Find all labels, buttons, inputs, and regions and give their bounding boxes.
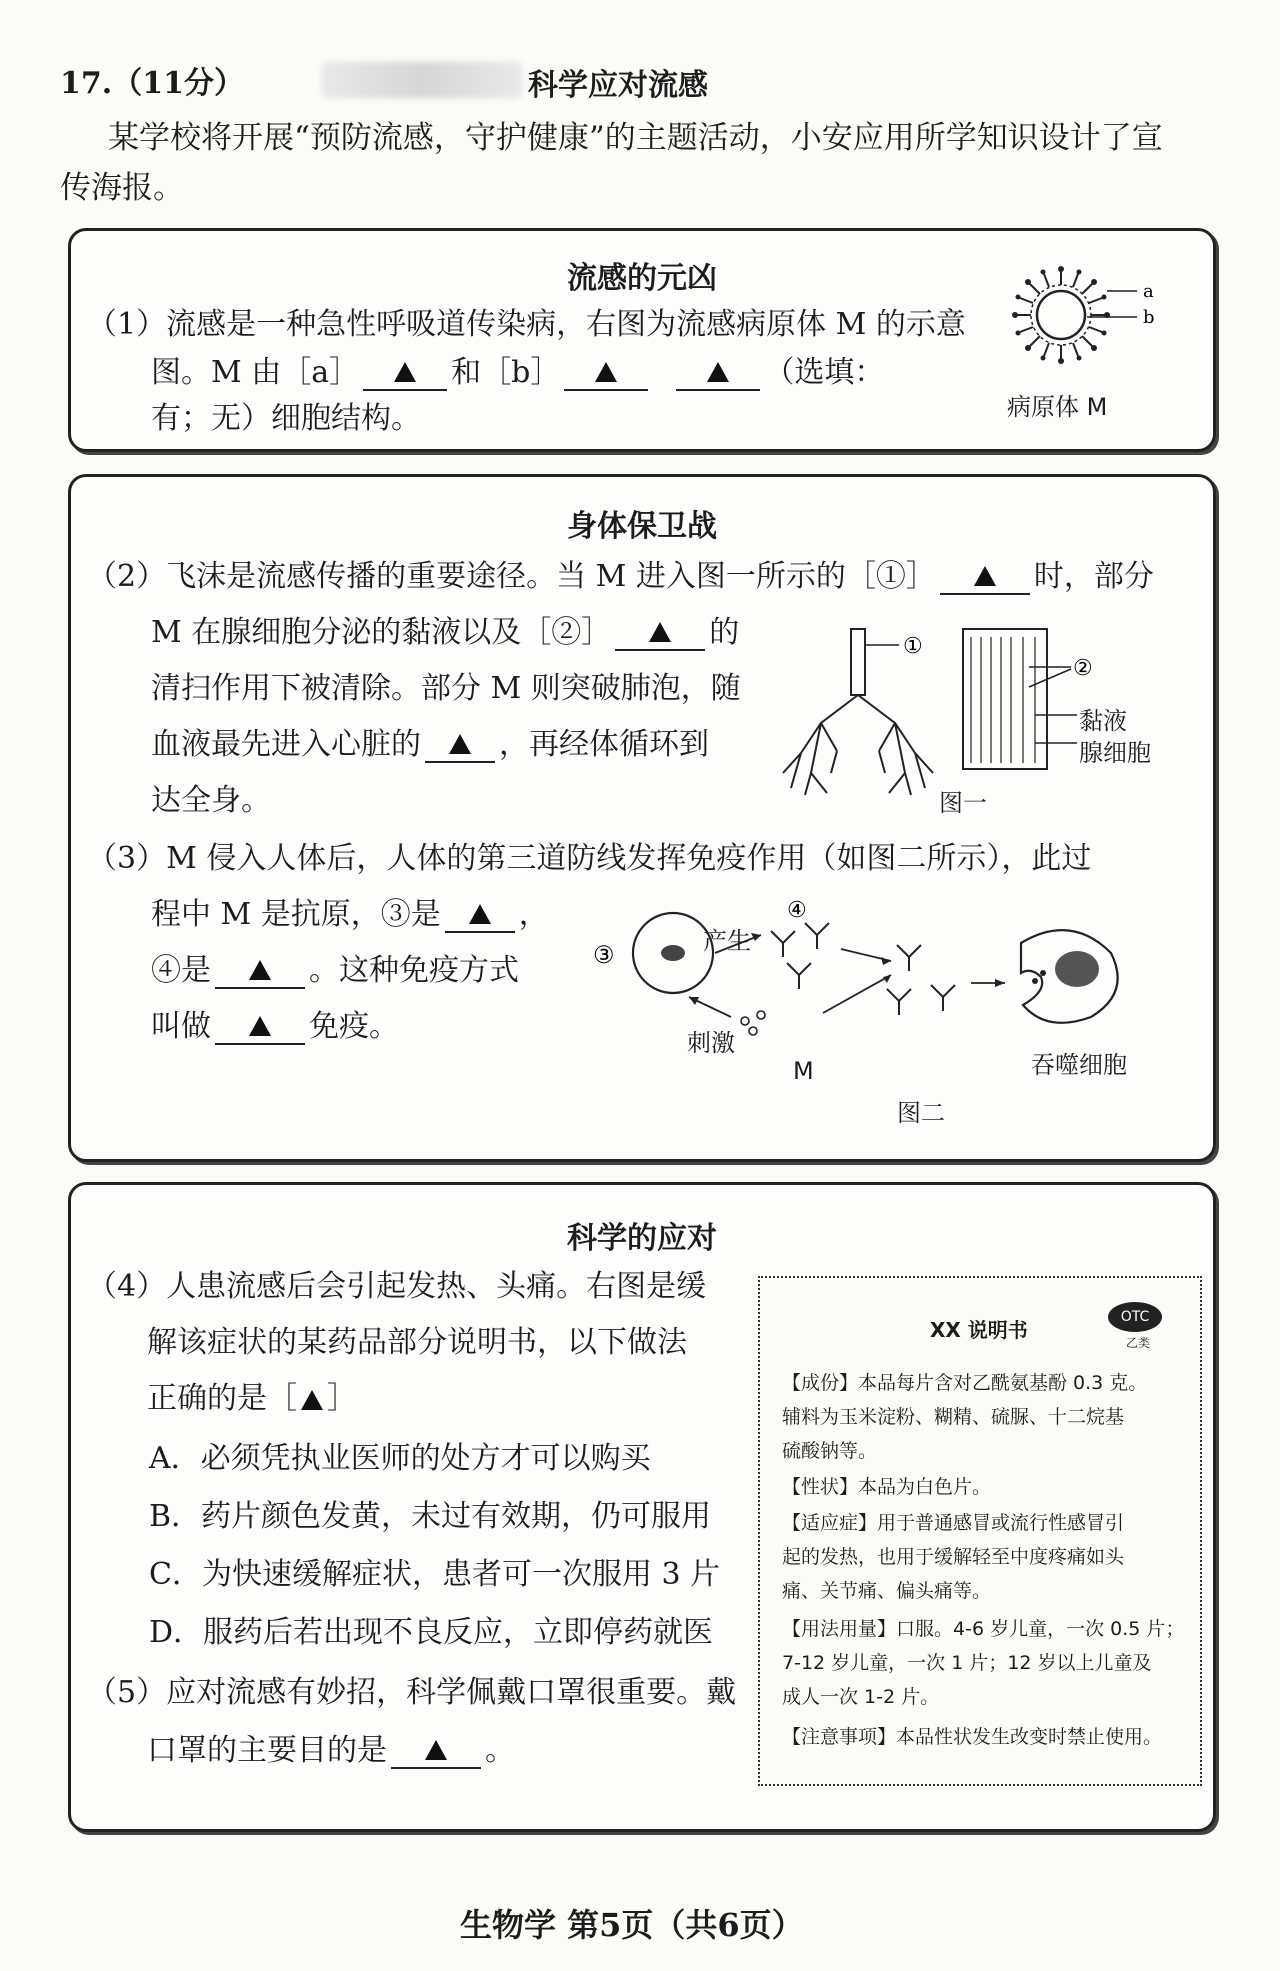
q3-text-3a: ④是 [151,953,211,988]
fig1-gland-label: 腺细胞 [1079,739,1151,767]
leaflet-line-5: 【适应症】用于普通感冒或流行性感冒引 [782,1512,1125,1534]
q2-text-1a: （2）飞沫是流感传播的重要途径。当 M 进入图一所示的［①］ [87,559,936,594]
q4-text-3b: ］ [327,1381,357,1416]
blank-marker-icon [394,362,416,382]
intro-line-1: 某学校将开展“预防流感，守护健康”的主题活动，小安应用所学知识设计了宣 [108,120,1163,156]
respiratory-figure [771,623,1191,803]
fig2-stimulate-label: 刺激 [687,1029,735,1057]
fig2-m-label: M [793,1057,814,1085]
leaflet-line-11: 【注意事项】本品性状发生改变时禁止使用。 [782,1726,1163,1748]
blank-2a[interactable] [940,557,1030,595]
q3-text-2b: ， [518,897,549,932]
blank-marker-icon [249,1016,271,1036]
q5-text-2a: 口罩的主要目的是 [147,1733,387,1768]
leaflet-line-9: 7-12 岁儿童，一次 1 片；12 岁以上儿童及 [782,1652,1152,1674]
blank-2c[interactable] [425,725,495,763]
section-defense [68,474,1216,1162]
blank-marker-icon[interactable] [301,1390,323,1410]
q2-line-5: 达全身。 [151,783,271,818]
fig2-phagocyte-label: 吞噬细胞 [1031,1051,1127,1079]
section-title-culprit: 流感的元凶 [567,261,717,296]
immune-figure [591,893,1211,1043]
q4-line-2: 解该症状的某药品部分说明书，以下做法 [147,1325,687,1360]
q3-text-4a: 叫做 [151,1009,211,1044]
q1-line-3: 有；无）细胞结构。 [151,401,421,436]
blank-marker-icon [249,960,271,980]
q3-line-1: （3）M 侵入人体后，人体的第三道防线发挥免疫作用（如图二所示），此过 [87,841,1092,876]
fig1-mucus-label: 黏液 [1079,707,1127,735]
fig2-label-3: ③ [593,941,615,969]
q1-line-1: （1）流感是一种急性呼吸道传染病，右图为流感病原体 M 的示意 [87,307,966,342]
q3-text-4b: 免疫。 [309,1009,399,1044]
blank-3a[interactable] [445,895,515,933]
q3-line-2 [151,897,549,935]
virus-m-figure [1001,257,1171,377]
leaflet-line-4: 【性状】本品为白色片。 [782,1476,992,1498]
leaflet-line-2: 辅料为玉米淀粉、糊精、硫脲、十二烷基 [782,1406,1125,1428]
blank-marker-icon [707,362,729,382]
q3-text-2a: 程中 M 是抗原，③是 [151,897,441,932]
q2-text-4a: 血液最先进入心脏的 [151,727,421,762]
q3-line-3 [151,953,519,991]
fig1-label-1: ① [903,634,923,659]
q4-line-3 [147,1381,357,1417]
blank-marker-icon [469,904,491,924]
page-footer: 生物学 第5页（共6页） [460,1906,804,1944]
option-d[interactable]: D．服药后若出现不良反应，立即停药就医 [149,1615,714,1650]
q2-line-1 [87,559,1154,597]
virus-label-a: a [1143,281,1154,302]
fig2-caption: 图二 [897,1099,945,1127]
blank-3b[interactable] [215,951,305,989]
blank-marker-icon [425,1740,447,1760]
q5-line-1: （5）应对流感有妙招，科学佩戴口罩很重要。戴 [87,1675,737,1710]
fig2-label-4: ④ [787,898,807,923]
q2-line-2 [151,615,739,653]
blank-marker-icon [974,566,996,586]
otc-category: 乙类 [1126,1336,1151,1350]
q2-text-1b: 时，部分 [1033,559,1154,594]
fig1-caption: 图一 [939,789,987,817]
q4-line-1: （4）人患流感后会引起发热、头痛。右图是缓 [87,1269,707,1304]
q5-line-2 [147,1733,515,1771]
leaflet-line-10: 成人一次 1-2 片。 [782,1686,940,1708]
q3-line-4 [151,1009,399,1047]
redacted-area [322,62,522,98]
leaflet-line-1: 【成份】本品每片含对乙酰氨基酚 0.3 克。 [782,1372,1148,1394]
q5-text-2b: 。 [485,1733,515,1768]
q2-text-4b: ，再经体循环到 [499,727,709,762]
section-title-defense: 身体保卫战 [567,509,717,544]
option-b[interactable]: B．药片颜色发黄，未过有效期，仍可服用 [149,1499,712,1534]
option-a[interactable]: A．必须凭执业医师的处方才可以购买 [149,1441,651,1476]
q1-text-a: 图。M 由［a］ [151,355,360,390]
question-title: 科学应对流感 [528,68,708,103]
virus-caption: 病原体 M [1007,393,1108,421]
blank-1c[interactable] [676,353,760,391]
blank-1b[interactable] [564,353,648,391]
fig2-produce-label: 产生 [703,927,751,955]
leaflet-title: XX 说明书 [930,1318,1028,1342]
q1-line-2 [151,355,884,393]
q2-text-2a: M 在腺细胞分泌的黏液以及［②］ [151,615,612,650]
question-number: 17.（11分） [60,66,244,101]
section-title-response: 科学的应对 [567,1221,717,1256]
leaflet-line-8: 【用法用量】口服。4-6 岁儿童，一次 0.5 片； [782,1618,1185,1640]
blank-3c[interactable] [215,1007,305,1045]
q1-text-b: 和［b］ [451,355,561,390]
blank-marker-icon [595,362,617,382]
otc-badge: OTC [1108,1302,1162,1332]
medicine-leaflet [758,1276,1202,1786]
q1-text-c: （选填： [764,355,885,390]
q2-text-2b: 的 [709,615,740,650]
section-culprit [68,228,1216,452]
blank-marker-icon [649,622,671,642]
intro-line-2: 传海报。 [60,170,184,206]
blank-marker-icon [449,734,471,754]
blank-1a[interactable] [363,353,447,391]
virus-label-b: b [1143,307,1155,328]
fig1-label-2: ② [1073,656,1093,681]
leaflet-line-3: 硫酸钠等。 [782,1440,878,1462]
q4-text-3a: 正确的是［ [147,1381,297,1416]
blank-5[interactable] [391,1731,481,1769]
option-c[interactable]: C．为快速缓解症状，患者可一次服用 3 片 [149,1557,721,1592]
leaflet-line-6: 起的发热，也用于缓解轻至中度疼痛如头 [782,1546,1125,1568]
leaflet-line-7: 痛、关节痛、偏头痛等。 [782,1580,992,1602]
blank-2b[interactable] [615,613,705,651]
q2-line-4 [151,727,709,765]
q2-line-3: 清扫作用下被清除。部分 M 则突破肺泡，随 [151,671,741,706]
q3-text-3b: 。这种免疫方式 [309,953,519,988]
